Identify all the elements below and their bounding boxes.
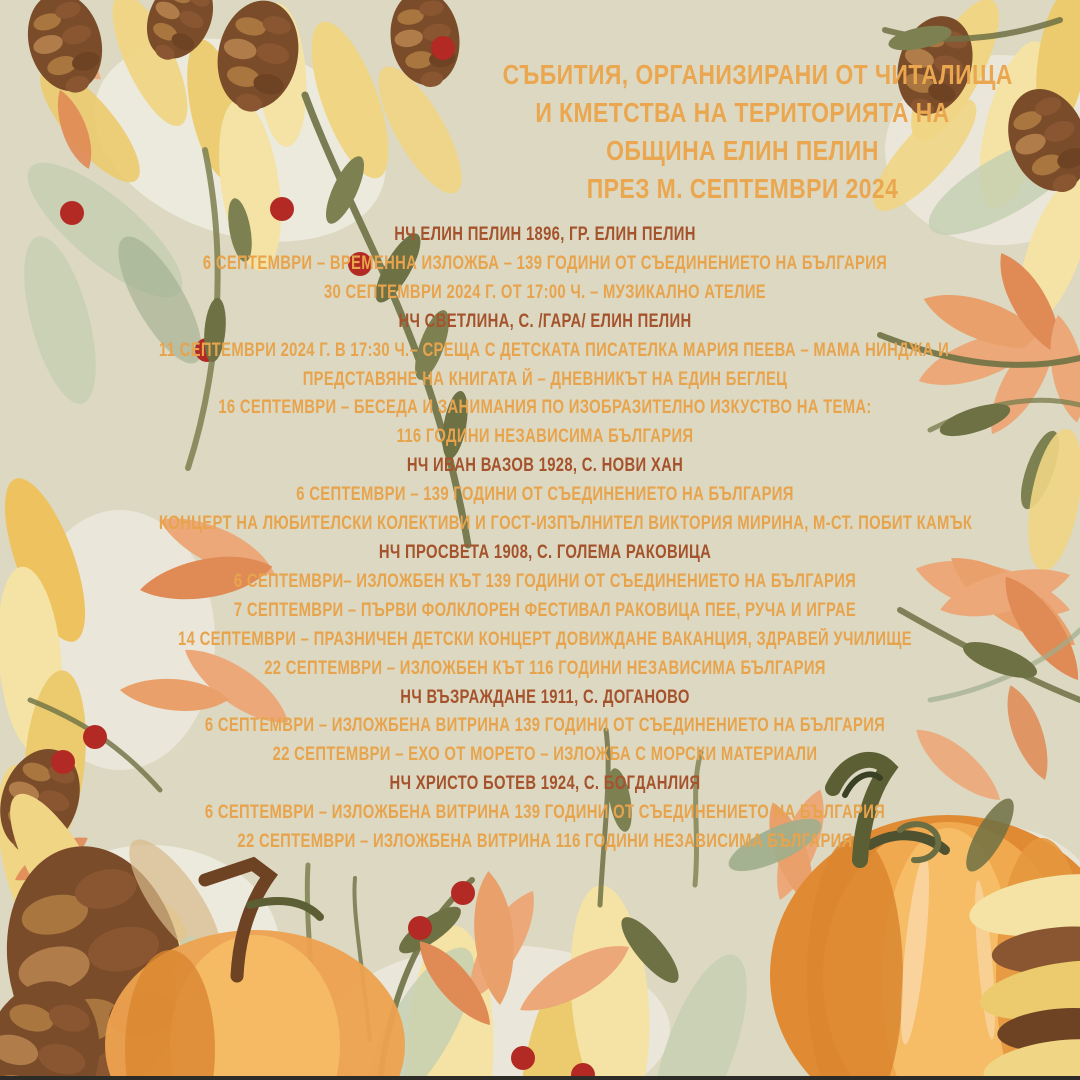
event-line: 22 СЕПТЕМВРИ – ИЗЛОЖБЕНА ВИТРИНА 116 ГОДИНИ НЕЗАВИСИМА БЪЛГАРИЯ	[237, 831, 853, 853]
event-line: 6 СЕПТЕМВРИ– ИЗЛОЖБЕН КЪТ 139 ГОДИНИ ОТ СЪЕДИНЕНИЕТО НА БЪЛГАРИЯ	[233, 570, 857, 592]
venue-heading: НЧ ВЪЗРАЖДАНЕ 1911, С. ДОГАНОВО	[400, 686, 690, 708]
event-line: 6 СЕПТЕМВРИ – 139 ГОДИНИ ОТ СЪЕДИНЕНИЕТО НА БЪЛГАРИЯ	[296, 484, 794, 506]
title-line-2: И КМЕТСТВА НА ТЕРИТОРИЯТА НА	[535, 97, 950, 128]
event-line: 30 СЕПТЕМВРИ 2024 Г. ОТ 17:00 Ч. – МУЗИКАЛНО АТЕЛИЕ	[323, 281, 766, 303]
venue-heading: НЧ СВЕТЛИНА, С. /ГАРА/ ЕЛИН ПЕЛИН	[398, 310, 692, 332]
venue-heading: НЧ ПРОСВЕТА 1908, С. ГОЛЕМА РАКОВИЦА	[378, 541, 712, 563]
event-line: 22 СЕПТЕМВРИ – ИЗЛОЖБЕН КЪТ 116 ГОДИНИ НЕЗАВИСИМА БЪЛГАРИЯ	[264, 657, 826, 679]
event-line: ПРЕДСТАВЯНЕ НА КНИГАТА Й – ДНЕВНИКЪТ НА ЕДИН БЕГЛЕЦ	[302, 368, 788, 390]
event-listing	[50, 221, 1040, 857]
event-line: 116 ГОДИНИ НЕЗАВИСИМА БЪЛГАРИЯ	[396, 426, 694, 448]
event-line: 11 СЕПТЕМВРИ 2024 Г. В 17:30 Ч.– СРЕЩА С ДЕТСКАТА ПИСАТЕЛКА МАРИЯ ПЕЕВА – МАМА НИНДЖА И	[158, 339, 950, 361]
event-line: 16 СЕПТЕМВРИ – БЕСЕДА И ЗАНИМАНИЯ ПО ИЗОБРАЗИТЕЛНО ИЗКУСТВО НА ТЕМА:	[218, 397, 872, 419]
event-line: 6 СЕПТЕМВРИ – ВРЕМЕННА ИЗЛОЖБА – 139 ГОДИНИ ОТ СЪЕДИНЕНИЕТО НА БЪЛГАРИЯ	[202, 252, 888, 274]
event-line: КОНЦЕРТ НА ЛЮБИТЕЛСКИ КОЛЕКТИВИ И ГОСТ-ИЗПЪЛНИТЕЛ ВИКТОРИЯ МИРИНА, М-СТ. ПОБИТ КАМЪК	[158, 513, 973, 535]
event-line: 6 СЕПТЕМВРИ – ИЗЛОЖБЕНА ВИТРИНА 139 ГОДИНИ ОТ СЪЕДИНЕНИЕТО НА БЪЛГАРИЯ	[204, 715, 886, 737]
poster-title	[450, 56, 1035, 208]
event-line: 14 СЕПТЕМВРИ – ПРАЗНИЧЕН ДЕТСКИ КОНЦЕРТ ДОВИЖДАНЕ ВАКАНЦИЯ, ЗДРАВЕЙ УЧИЛИЩЕ	[178, 628, 912, 650]
venue-heading: НЧ ИВАН ВАЗОВ 1928, С. НОВИ ХАН	[406, 455, 684, 477]
venue-heading: НЧ ХРИСТО БОТЕВ 1924, С. БОГДАНЛИЯ	[389, 773, 701, 795]
bottom-edge-strip	[0, 1076, 1080, 1080]
venue-heading: НЧ ЕЛИН ПЕЛИН 1896, ГР. ЕЛИН ПЕЛИН	[394, 224, 696, 245]
title-line-1: СЪБИТИЯ, ОРГАНИЗИРАНИ ОТ ЧИТАЛИЩА	[502, 59, 1013, 90]
title-line-4: ПРЕЗ М. СЕПТЕМВРИ 2024	[586, 173, 899, 204]
event-line: 6 СЕПТЕМВРИ – ИЗЛОЖБЕНА ВИТРИНА 139 ГОДИНИ ОТ СЪЕДИНЕНИЕТО НА БЪЛГАРИЯ	[204, 802, 886, 824]
event-line: 22 СЕПТЕМВРИ – ЕХО ОТ МОРЕТО – ИЗЛОЖБА С МОРСКИ МАТЕРИАЛИ	[272, 744, 818, 766]
title-line-3: ОБЩИНА ЕЛИН ПЕЛИН	[606, 135, 879, 166]
event-line: 7 СЕПТЕМВРИ – ПЪРВИ ФОЛКЛОРЕН ФЕСТИВАЛ РАКОВИЦА ПЕЕ, РУЧА И ИГРАЕ	[233, 599, 857, 621]
